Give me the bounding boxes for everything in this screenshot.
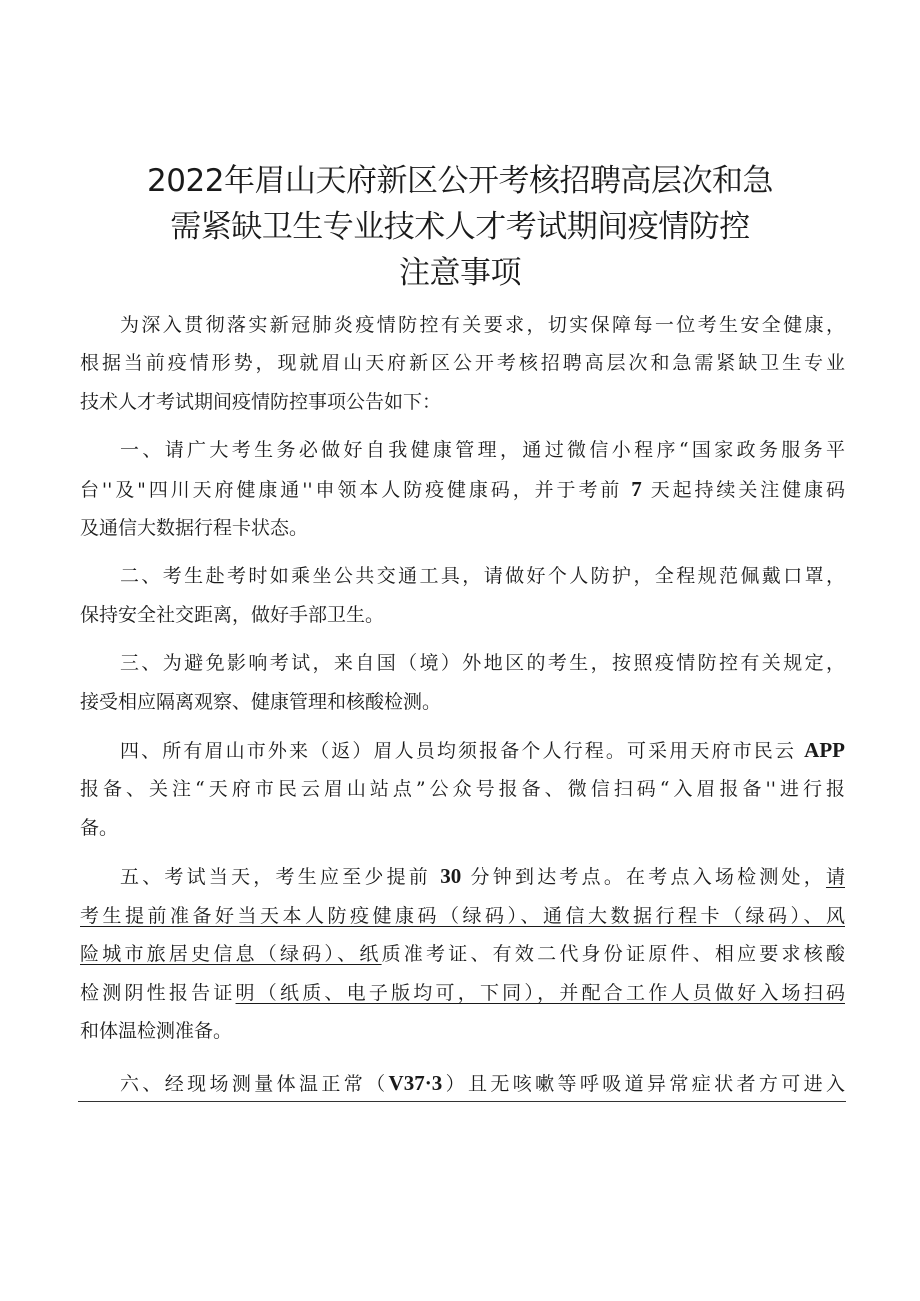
underlined-line: 考生提前准备好当天本人防疫健康码（绿码）、通信大数据行程卡（绿码）、风 [80, 904, 845, 927]
underlined-text: 险城市旅居史信息（绿码）、纸 [80, 943, 382, 966]
text-line: 接受相应隔离观察、健康管理和核酸检测。 [80, 690, 442, 713]
underlined-text: 明（纸质、电子版均可，下同），并配合工作人员做好入场扫码 [235, 981, 845, 1004]
title-line-1: 2022年眉山天府新区公开考核招聘高层次和急 [147, 163, 773, 199]
bold-temperature: V37·3 [388, 1071, 443, 1096]
text-line: 报备、关注“天府市民云眉山站点”公众号报备、微信扫码“入眉报备''进行报 [80, 778, 845, 801]
text-segment: ）且无咳嗽等呼吸道异常症状者方可进入 [442, 1073, 845, 1096]
item-5-paragraph [80, 857, 845, 1050]
text-line: 为深入贯彻落实新冠肺炎疫情防控有关要求，切实保障每一位考生安全健康， [120, 314, 845, 336]
item-4-paragraph [80, 731, 845, 847]
text-line [80, 731, 845, 770]
text-line [80, 857, 845, 896]
text-segment: 台''及"四川天府健康通''申领本人防疫健康码，并于考前 [80, 478, 623, 501]
bold-app: APP [804, 738, 845, 763]
title-line-3: 注意事项 [399, 255, 521, 291]
text-segment: 六、经现场测量体温正常（ [120, 1073, 389, 1096]
title-line-2: 需紧缺卫生专业技术人才考试期间疫情防控 [170, 209, 750, 245]
text-line: 技术人才考试期间疫情防控事项公告如下： [80, 390, 442, 413]
horizontal-rule [78, 1101, 846, 1102]
text-line: 二、考生赴考时如乘坐公共交通工具，请做好个人防护，全程规范佩戴口罩， [120, 565, 845, 588]
item-1-paragraph [80, 431, 845, 547]
text-line: 一、请广大考生务必做好自我健康管理，通过微信小程序“国家政务服务平 [120, 439, 845, 462]
text-segment: 分钟到达考点。在考点入场检测处， [470, 866, 826, 889]
text-line [80, 470, 845, 509]
text-line: 三、为避免影响考试，来自国（境）外地区的考生，按照疫情防控有关规定， [120, 652, 845, 675]
intro-paragraph [80, 306, 845, 421]
text-line: 和体温检测准备。 [80, 1019, 233, 1042]
text-line: 保持安全社交距离，做好手部卫生。 [80, 603, 385, 626]
text-segment: 四、所有眉山市外来（返）眉人员均须报备个人行程。可采用天府市民云 [120, 740, 796, 763]
underlined-text: 请 [825, 866, 845, 889]
document-body [80, 306, 845, 1104]
text-line: 备。 [80, 816, 119, 839]
item-2-paragraph [80, 557, 845, 634]
text-line: 及通信大数据行程卡状态。 [80, 517, 309, 540]
text-line [80, 935, 845, 973]
document-title [0, 158, 920, 296]
text-segment: 质准考证、有效二代身份证原件、相应要求核酸 [381, 943, 845, 966]
item-3-paragraph [80, 644, 845, 721]
text-segment: 天起持续关注健康码 [650, 478, 845, 501]
text-line [80, 1064, 845, 1103]
item-6-paragraph [80, 1064, 845, 1103]
text-segment: 五、考试当天，考生应至少提前 [120, 866, 432, 889]
bold-number: 30 [440, 864, 462, 889]
text-segment: 检测阴性报告证 [80, 981, 236, 1004]
bold-number: 7 [631, 476, 642, 501]
text-line: 根据当前疫情形势，现就眉山天府新区公开考核招聘高层次和急需紧缺卫生专业 [80, 352, 845, 375]
text-line [80, 974, 845, 1012]
